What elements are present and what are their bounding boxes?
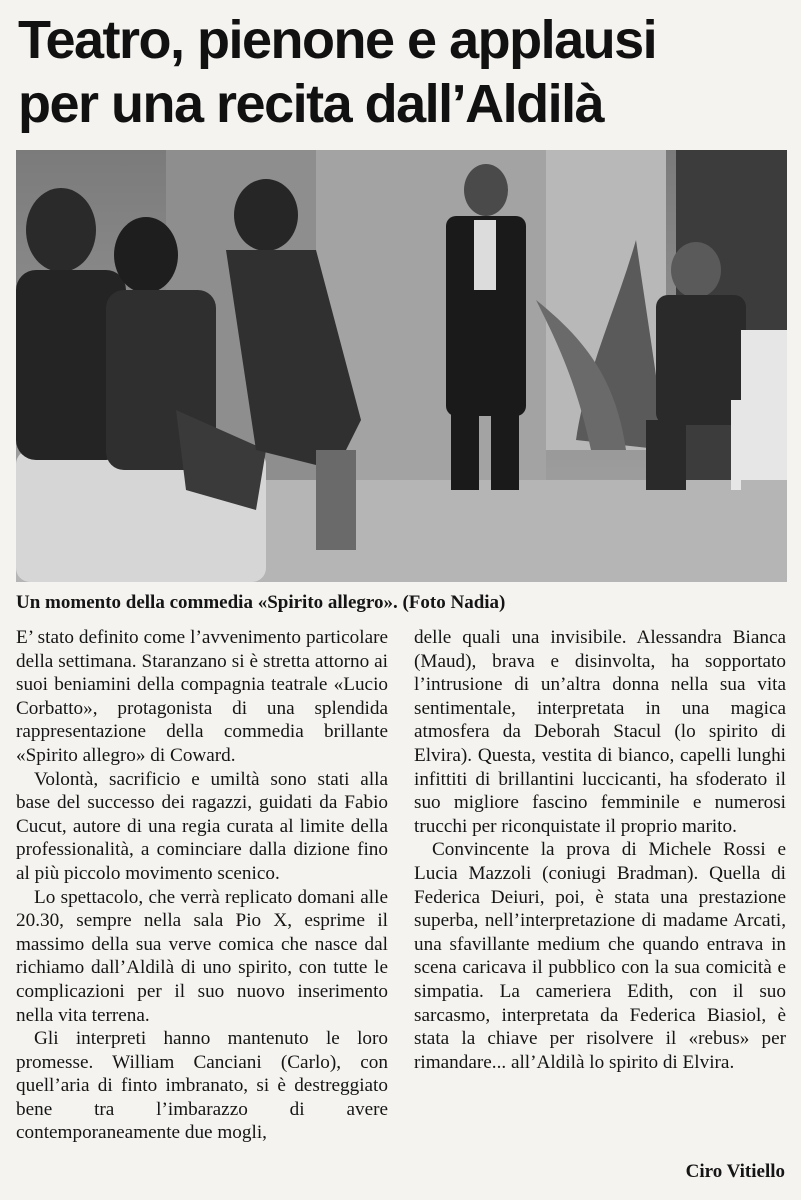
article-paragraph: E’ stato definito come l’avvenimento particolare della settimana. Staranzano si è stretta attorno ai suoi beniamini della compagnia teatrale «Lucio Corbatto», protagonista di una splendida rappresentazione della commedia brillante «Spirito allegro» di Coward. [16, 627, 388, 766]
stage-photo-image [16, 150, 787, 582]
article-paragraph: Lo spettacolo, che verrà replicato domani alle 20.30, sempre nella sala Pio X, esprime il massimo della sua verve comica che nasce dal richiamo dall’Aldilà di uno spirito, con tutte le complicazioni per il suo nuovo inserimento nella vita terrena. [16, 886, 388, 1026]
byline: Ciro Vitiello [685, 1161, 785, 1182]
stage-photo [16, 150, 787, 582]
article-column-left [16, 626, 388, 1145]
headline [18, 8, 788, 136]
article-paragraph: Volontà, sacrificio e umiltà sono stati alla base del successo dei ragazzi, guidati da Fabio Cucut, autore di una regia curata al limite della professionalità, a cominciare dalla dizione fino al più piccolo movimento scenico. [16, 768, 388, 884]
photo-caption: Un momento della commedia «Spirito allegro». (Foto Nadia) [16, 592, 506, 613]
headline-line-1: Teatro, pienone e applausi [18, 10, 657, 70]
article-column-right [414, 626, 786, 1074]
article-paragraph: Convincente la prova di Michele Rossi e Lucia Mazzoli (coniugi Bradman). Quella di Federica Deiuri, poi, è stata una prestazione superba, nell’interpretazione di madame Arcati, una sfavillante medium che quando entrava in scena caricava il pubblico con la sua comicità e simpatia. La cameriera Edith, con il suo sarcasmo, interpretata da Federica Biasiol, è stata la chiave per risolvere il «rebus» per rimandare... all’Aldilà lo spirito di Elvira. [414, 839, 786, 1073]
article-paragraph: Gli interpreti hanno mantenuto le loro promesse. William Canciani (Carlo), con quell’aria di finto imbranato, si è destreggiato bene tra l’imbarazzo di avere contemporaneamente due mogli, [16, 1028, 388, 1144]
headline-line-2: per una recita dall’Aldilà [18, 74, 604, 134]
article-paragraph: delle quali una invisibile. Alessandra Bianca (Maud), brava e disinvolta, ha sopportato l’intrusione di un’altra donna nella sua vita sentimentale, interpretata in una magica atmosfera da Deborah Stacul (lo spirito di Elvira). Questa, vestita di bianco, capelli lunghi infittiti di brillantini luccicanti, ha sfoderato il suo migliore fascino femminile e numerosi trucchi per riconquistate il proprio marito. [414, 627, 786, 837]
